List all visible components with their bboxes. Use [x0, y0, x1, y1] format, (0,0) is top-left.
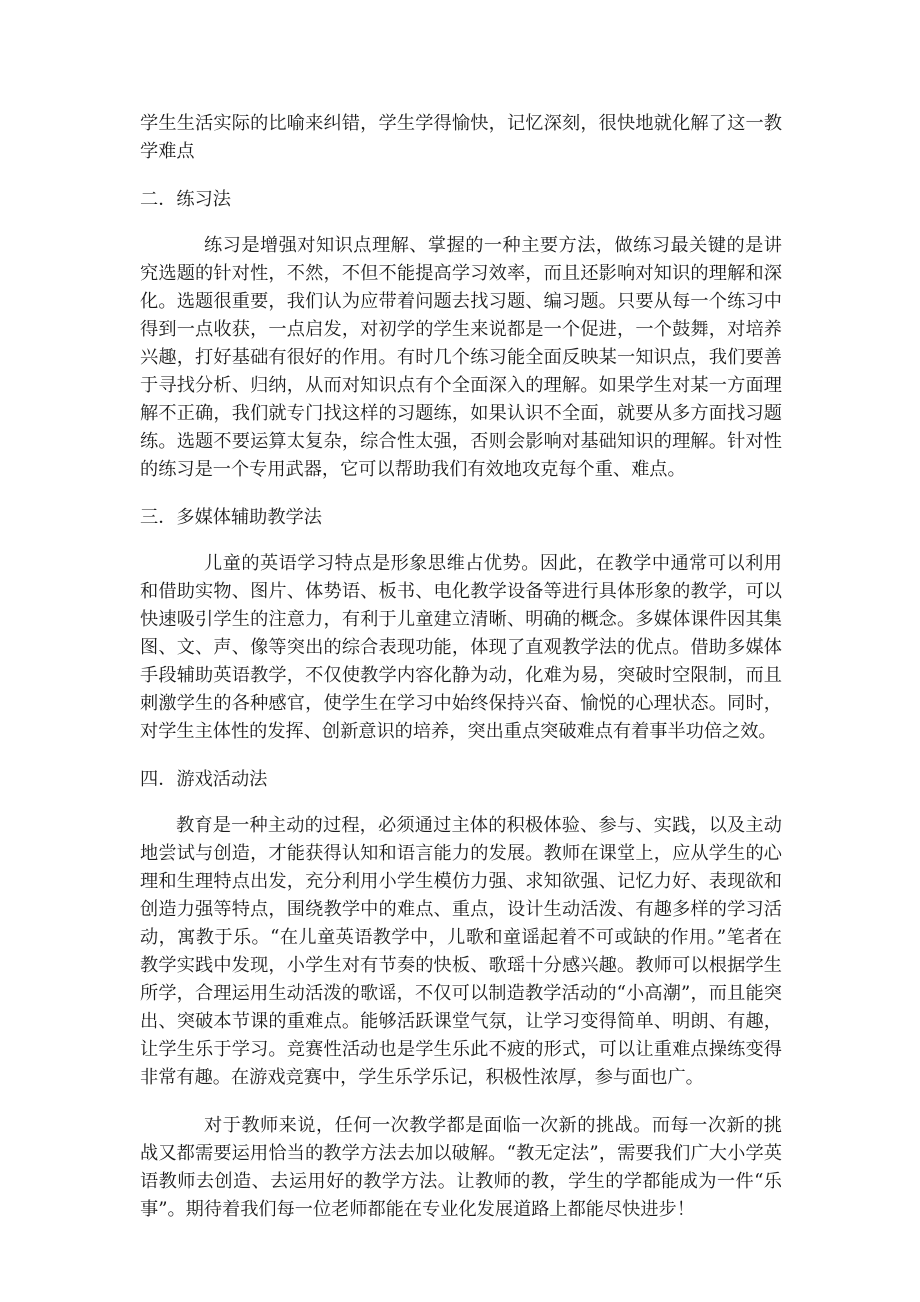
paragraph-multimedia: 儿童的英语学习特点是形象思维占优势。因此，在教学中通常可以利用和借助实物、图片、体势语、板书、电化教学设备等进行具体形象的教学，可以快速吸引学生的注意力，有利于儿童建立清晰、明确的概念。多媒体课件因其集图、文、声、像等突出的综合表现功能，体现了直观教学法的优点。借助多媒体手段辅助英语教学，不仅使教学内容化静为动，化难为易，突破时空限制，而且刺激学生的各种感官，使学生在学习中始终保持兴奋、愉悦的心理状态。同时，对学生主体性的发挥、创新意识的培养，突出重点突破难点有着事半功倍之效。	[140, 553, 782, 742]
paragraph-practice: 练习是增强对知识点理解、掌握的一种主要方法，做练习最关键的是讲究选题的针对性，不然，不但不能提高学习效率，而且还影响对知识的理解和深化。选题很重要，我们认为应带着问题去找习题、编习题。只要从每一个练习中得到一点收获，一点启发，对初学的学生来说都是一个促进，一个鼓舞，对培养兴趣，打好基础有很好的作用。有时几个练习能全面反映某一知识点，我们要善于寻找分析、归纳，从而对知识点有个全面深入的理解。如果学生对某一方面理解不正确，我们就专门找这样的习题练，如果认识不全面，就要从多方面找习题练。选题不要运算太复杂，综合性太强，否则会影响对基础知识的理解。针对性的练习是一个专用武器，它可以帮助我们有效地攻克每个重、难点。	[140, 235, 782, 480]
paragraph-conclusion: 对于教师来说，任何一次教学都是面临一次新的挑战。而每一次新的挑战又都需要运用恰当的教学方法去加以破解。“教无定法”，需要我们广大小学英语教师去创造、去运用好的教学方法。让教师的教，学生的学都能成为一件“乐事”。期待着我们每一位老师都能在专业化发展道路上都能尽快进步！	[140, 1115, 782, 1220]
section-heading-games: 四．游戏活动法	[140, 769, 268, 790]
section-heading-practice: 二．练习法	[140, 189, 231, 210]
section-heading-multimedia: 三．多媒体辅助教学法	[140, 507, 322, 528]
paragraph-games: 教育是一种主动的过程，必须通过主体的积极体验、参与、实践，以及主动地尝试与创造，才能获得认知和语言能力的发展。教师在课堂上，应从学生的心理和生理特点出发，充分利用小学生模仿力强、求知欲强、记忆力好、表现欲和创造力强等特点，围绕教学中的难点、重点，设计生动活泼、有趣多样的学习活动，寓教于乐。“在儿童英语教学中，儿歌和童谣起着不可或缺的作用。”笔者在教学实践中发现，小学生对有节奏的快板、歌瑶十分感兴趣。教师可以根据学生所学，合理运用生动活泼的歌谣，不仅可以制造教学活动的“小高潮”，而且能突出、突破本节课的重难点。能够活跃课堂气氛，让学习变得简单、明朗、有趣，让学生乐于学习。竞赛性活动也是学生乐此不疲的形式，可以让重难点操练变得非常有趣。在游戏竞赛中，学生乐学乐记，积极性浓厚，参与面也广。	[140, 815, 782, 1088]
paragraph-continuation: 学生生活实际的比喻来纠错，学生学得愉快，记忆深刻，很快地就化解了这一教学难点	[140, 113, 782, 162]
